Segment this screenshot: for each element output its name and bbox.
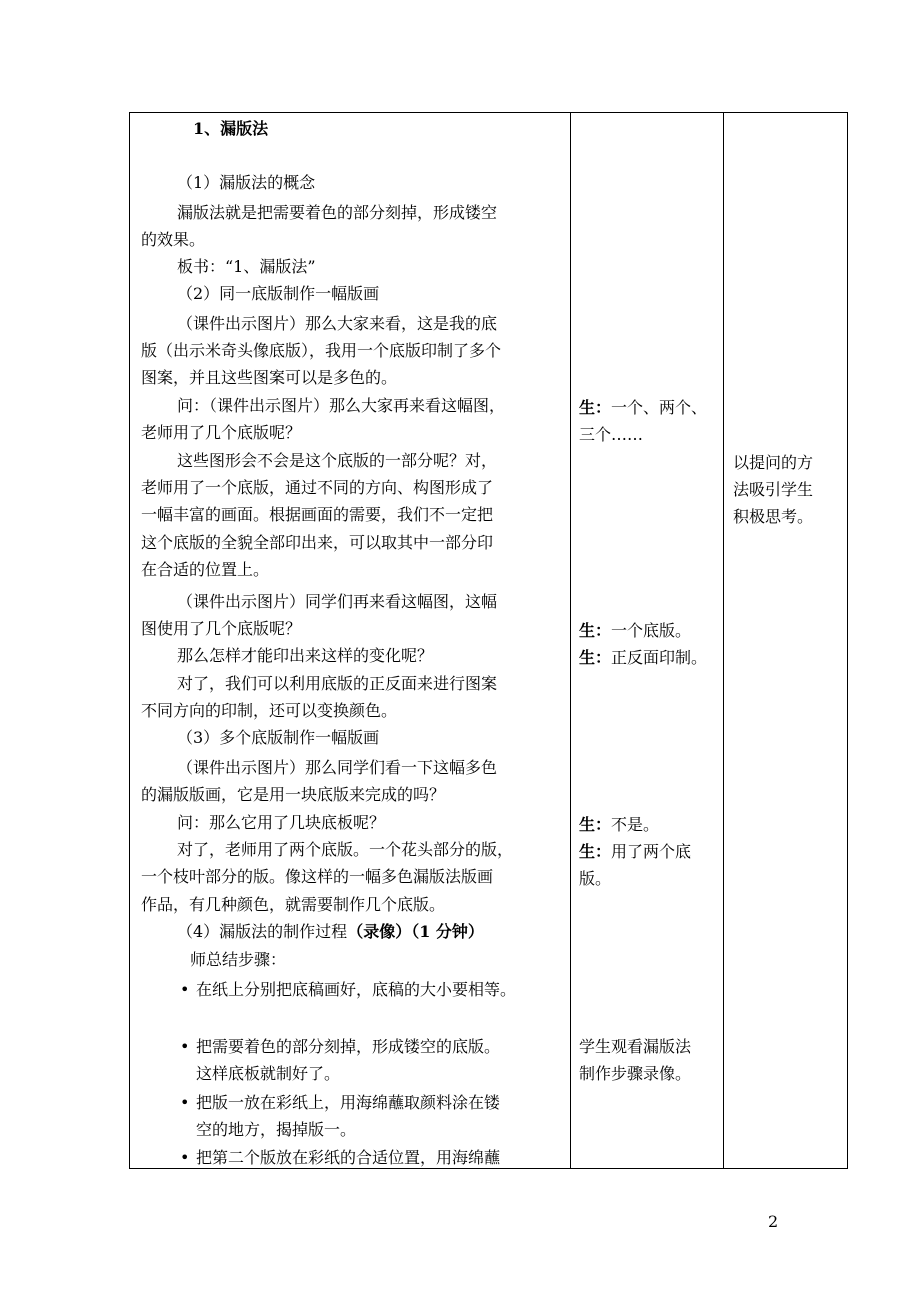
student-label: 生： (579, 621, 612, 640)
step-3-line-1: 把版一放在彩纸上，用海绵蘸取颜料涂在镂 (196, 1093, 501, 1112)
bullet-icon: • (180, 1037, 190, 1056)
text-line: 的效果。 (141, 230, 206, 249)
text-line: 一幅丰富的画面。根据画面的需要，我们不一定把 (141, 505, 494, 524)
step-2-line-1: 把需要着色的部分刻掉，形成镂空的底版。 (196, 1037, 501, 1056)
subheading-concept: （1）漏版法的概念 (177, 173, 316, 192)
column-divider-1 (570, 112, 571, 1169)
text-line: 这个底版的全貌全部印出来，可以取其中一部分印 (141, 533, 494, 552)
text-line: 一个枝叶部分的版。像这样的一幅多色漏版法版画 (141, 867, 494, 886)
text-line: 老师用了一个底版，通过不同的方向、构图形成了 (141, 478, 494, 497)
step-4-line-1: 把第二个版放在彩纸的合适位置，用海绵蘸 (196, 1148, 501, 1167)
text-line: 老师用了几个底版呢？ (141, 423, 302, 442)
student-activity-line-2: 制作步骤录像。 (579, 1064, 692, 1083)
student-response-4 (579, 815, 659, 835)
text-line: 板书：“1、漏版法” (177, 257, 316, 276)
student-response-1-cont: 三个…… (579, 425, 644, 444)
design-note-line-1: 以提问的方 (733, 453, 814, 472)
page-number: 2 (768, 1212, 779, 1231)
text-line: 师总结步骤： (190, 950, 287, 969)
text-line: （课件出示图片）同学们再来看这幅图，这幅 (177, 592, 498, 611)
text-line: 图使用了几个底版呢？ (141, 619, 302, 638)
step-3-line-2: 空的地方，揭掉版一。 (196, 1120, 357, 1139)
text-line: 那么怎样才能印出来这样的变化呢？ (177, 646, 434, 665)
text-line: 作品，有几种颜色，就需要制作几个底版。 (141, 895, 446, 914)
design-note-line-3: 积极思考。 (733, 507, 814, 526)
text-line: 不同方向的印制，还可以变换颜色。 (141, 701, 398, 720)
bullet-icon: • (180, 1148, 190, 1167)
student-response-1 (579, 398, 707, 418)
step-2-line-2: 这样底板就制好了。 (196, 1064, 341, 1083)
subheading-single-plate: （2）同一底版制作一幅版画 (177, 284, 380, 303)
student-label: 生： (579, 648, 612, 667)
text-line: （课件出示图片）那么大家来看，这是我的底 (177, 314, 498, 333)
text-line: （课件出示图片）那么同学们看一下这幅多色 (177, 758, 498, 777)
step-1: 在纸上分别把底稿画好，底稿的大小要相等。 (196, 980, 517, 999)
text-line: 问：那么它用了几块底板呢？ (177, 813, 386, 832)
bullet-icon: • (180, 1093, 190, 1112)
text-line: 问：（课件出示图片）那么大家再来看这幅图， (177, 396, 506, 415)
student-activity-line-1: 学生观看漏版法 (579, 1037, 692, 1056)
column-divider-2 (723, 112, 724, 1169)
response-text: 正反面印制。 (611, 648, 708, 667)
text-line: 版（出示米奇头像底版），我用一个底版印制了多个 (141, 341, 502, 360)
response-text: 用了两个底 (611, 842, 692, 861)
subheading-process-text: （4）漏版法的制作过程 (177, 922, 348, 941)
text-line: 的漏版版画，它是用一块底版来完成的吗？ (141, 785, 446, 804)
text-line: 漏版法就是把需要着色的部分刻掉，形成镂空 (177, 203, 498, 222)
text-line: 图案，并且这些图案可以是多色的。 (141, 368, 398, 387)
student-response-3 (579, 648, 707, 668)
student-response-2 (579, 621, 691, 641)
text-line: 这些图形会不会是这个底版的一部分呢？对， (177, 451, 498, 470)
subheading-multi-plate: （3）多个底版制作一幅版画 (177, 728, 380, 747)
subheading-process (177, 922, 484, 942)
section-heading: 1、漏版法 (193, 119, 269, 138)
text-line: 对了，老师用了两个底版。一个花头部分的版， (177, 840, 514, 859)
student-label: 生： (579, 398, 612, 417)
student-response-5-cont: 版。 (579, 869, 612, 888)
bullet-icon: • (180, 980, 190, 999)
response-text: 一个、两个、 (611, 398, 708, 417)
student-label: 生： (579, 815, 612, 834)
response-text: 不是。 (611, 815, 660, 834)
student-label: 生： (579, 842, 612, 861)
video-duration-label: （录像）（1 分钟） (347, 922, 484, 941)
design-note-line-2: 法吸引学生 (733, 480, 814, 499)
response-text: 一个底版。 (611, 621, 692, 640)
student-response-5 (579, 842, 691, 862)
text-line: 对了，我们可以利用底版的正反面来进行图案 (177, 674, 498, 693)
text-line: 在合适的位置上。 (141, 560, 270, 579)
